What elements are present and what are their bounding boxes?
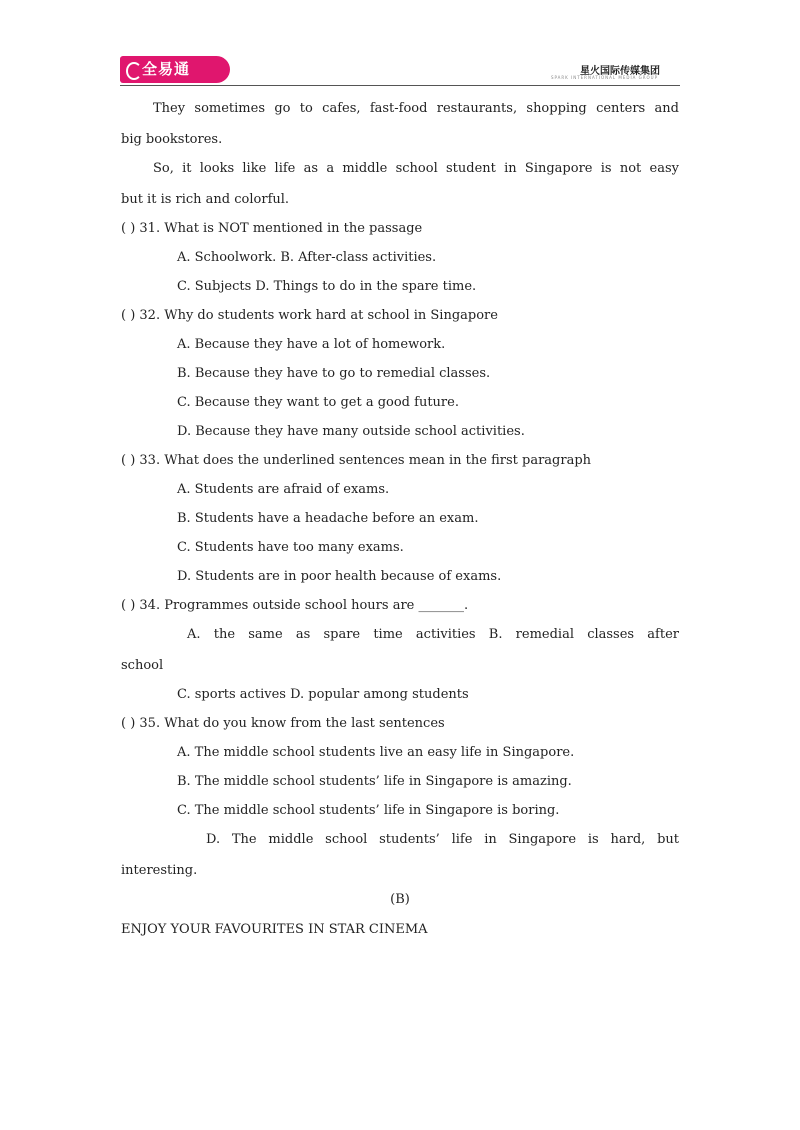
question-33-option-c: C. Students have too many exams. [177, 540, 404, 555]
question-35-stem: ( ) 35. What do you know from the last sentences [121, 716, 445, 731]
question-33-stem: ( ) 33. What does the underlined sentences mean in the first paragraph [121, 453, 592, 468]
question-34-stem: ( ) 34. Programmes outside school hours are _______. [121, 598, 469, 613]
section-label: (B) [390, 892, 410, 907]
question-35-option-d-wrap: interesting. [121, 863, 198, 878]
section-title: ENJOY YOUR FAVOURITES IN STAR CINEMA [121, 922, 428, 937]
brand-name: 星火国际传媒集团 [580, 66, 660, 77]
brand-subtitle: SPARK INTERNATIONAL MEDIA GROUP [550, 75, 658, 80]
question-33-option-a: A. Students are afraid of exams. [177, 482, 390, 497]
question-34-options-ab-wrap: school [121, 658, 164, 673]
logo-text: 全易通 [142, 60, 191, 78]
question-35-option-b: B. The middle school students’ life in Singapore is amazing. [177, 774, 572, 789]
question-32-option-c: C. Because they want to get a good future. [177, 395, 459, 410]
question-35-option-c: C. The middle school students’ life in Singapore is boring. [177, 803, 560, 818]
question-33-option-d: D. Students are in poor health because of exams. [177, 569, 502, 584]
question-34-options-ab: A. the same as spare time activities B. remedial classes after [187, 627, 679, 642]
passage-line: big bookstores. [121, 132, 223, 147]
logo-swirl-icon [126, 62, 142, 80]
header-rule [120, 85, 680, 86]
question-35-option-d: D. The middle school students’ life in Singapore is hard, but [206, 832, 679, 847]
page-header [120, 56, 680, 86]
question-33-option-b: B. Students have a headache before an exam. [177, 511, 479, 526]
question-32-option-b: B. Because they have to go to remedial classes. [177, 366, 491, 381]
passage-line: but it is rich and colorful. [121, 192, 290, 207]
question-31-options-cd: C. Subjects D. Things to do in the spare time. [177, 279, 477, 294]
passage-line: They sometimes go to cafes, fast-food restaurants, shopping centers and [153, 101, 679, 116]
question-31-options-ab: A. Schoolwork. B. After-class activities. [177, 250, 437, 265]
question-32-stem: ( ) 32. Why do students work hard at school in Singapore [121, 308, 498, 323]
question-32-option-a: A. Because they have a lot of homework. [177, 337, 446, 352]
passage-line: So, it looks like life as a middle school student in Singapore is not easy [153, 161, 679, 176]
question-31-stem: ( ) 31. What is NOT mentioned in the passage [121, 221, 423, 236]
question-32-option-d: D. Because they have many outside school activities. [177, 424, 525, 439]
quanyitong-logo [120, 56, 230, 83]
question-35-option-a: A. The middle school students live an easy life in Singapore. [177, 745, 575, 760]
question-34-options-cd: C. sports actives D. popular among students [177, 687, 469, 702]
